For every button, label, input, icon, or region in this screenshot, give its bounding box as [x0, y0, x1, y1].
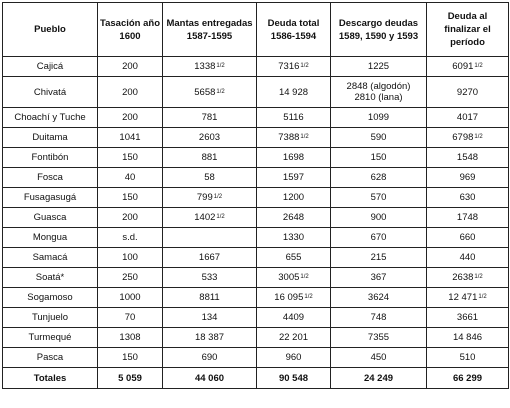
cell-pueblo-value: Guasca [33, 212, 67, 223]
cell-descargo [331, 248, 427, 268]
table-row [3, 228, 509, 248]
cell-deuda-total [257, 348, 331, 368]
cell-pueblo-value: Chivatá [33, 86, 67, 98]
cell-mantas [163, 288, 257, 308]
cell-pueblo [3, 288, 98, 308]
cell-mantas [163, 268, 257, 288]
cell-deuda-final-value: 440 [459, 252, 476, 263]
totals-label: Totales [3, 368, 98, 389]
cell-deuda-final [427, 268, 509, 288]
cell-mantas [163, 208, 257, 228]
cell-descargo-value: 628 [370, 172, 387, 183]
cell-descargo [331, 308, 427, 328]
cell-deuda-total-value: 4409 [282, 312, 305, 323]
cell-mantas [163, 108, 257, 128]
cell-descargo [331, 168, 427, 188]
cell-descargo [331, 128, 427, 148]
cell-mantas-value: 18 387 [194, 332, 225, 343]
cell-pueblo [3, 77, 98, 108]
cell-descargo-value: 3624 [367, 292, 390, 303]
cell-deuda-final-value: 6091 [452, 61, 474, 72]
cell-deuda-total [257, 308, 331, 328]
cell-tasacion-value: 150 [122, 192, 138, 203]
cell-tasacion-value: 150 [122, 152, 138, 163]
header-deuda-final: Deuda al finalizar el período [427, 3, 509, 57]
table-row [3, 148, 509, 168]
cell-pueblo [3, 168, 98, 188]
cell-descargo-value: 1225 [367, 61, 390, 72]
totals-descargo: 24 249 [331, 368, 427, 389]
cell-deuda-total-value: 7388 [278, 132, 300, 143]
cell-deuda-total [257, 248, 331, 268]
cell-deuda-total [257, 228, 331, 248]
cell-tasacion [98, 228, 163, 248]
cell-pueblo [3, 328, 98, 348]
cell-tasacion-value: 250 [122, 272, 138, 283]
cell-tasacion-value: 200 [122, 212, 138, 223]
cell-descargo-value: 7355 [367, 332, 390, 343]
cell-tasacion [98, 188, 163, 208]
cell-tasacion-value: 1000 [119, 292, 141, 303]
cell-deuda-total [257, 268, 331, 288]
cell-deuda-final-value: 1548 [456, 152, 479, 163]
cell-deuda-total-value: 655 [285, 252, 302, 263]
cell-mantas [163, 188, 257, 208]
cell-pueblo-value: Fontibón [31, 152, 69, 163]
cell-deuda-total [257, 108, 331, 128]
cell-mantas [163, 168, 257, 188]
table-row [3, 348, 509, 368]
cell-deuda-total-fraction: 1/2 [304, 294, 313, 300]
totals-deuda: 90 548 [257, 368, 331, 389]
cell-mantas [163, 248, 257, 268]
cell-descargo-value: 900 [370, 212, 387, 223]
cell-deuda-final-value: 1748 [456, 212, 479, 223]
cell-descargo-value: 450 [370, 352, 387, 363]
cell-tasacion-value: 150 [122, 352, 138, 363]
cell-pueblo-value: Pasca [36, 352, 64, 363]
cell-mantas [163, 228, 257, 248]
table-row [3, 77, 509, 108]
cell-deuda-total [257, 128, 331, 148]
cell-mantas-fraction: 1/2 [216, 63, 225, 69]
cell-deuda-total [257, 288, 331, 308]
cell-deuda-final-fraction: 1/2 [474, 63, 483, 69]
header-mantas: Mantas entregadas 1587-1595 [163, 3, 257, 57]
cell-deuda-final [427, 77, 509, 108]
cell-mantas [163, 148, 257, 168]
cell-pueblo-value: Cajicá [36, 61, 64, 72]
cell-deuda-total-value: 22 201 [278, 332, 309, 343]
cell-deuda-total-value: 1698 [282, 152, 305, 163]
table-row [3, 268, 509, 288]
cell-deuda-final-value: 3661 [456, 312, 479, 323]
cell-pueblo [3, 128, 98, 148]
header-deuda-total: Deuda total 1586-1594 [257, 3, 331, 57]
cell-deuda-final-fraction: 1/2 [474, 134, 483, 140]
header-descargo: Descargo deudas 1589, 1590 y 1593 [331, 3, 427, 57]
cell-descargo [331, 288, 427, 308]
cell-tasacion-value: 70 [124, 312, 136, 323]
cell-pueblo [3, 308, 98, 328]
cell-deuda-final [427, 288, 509, 308]
cell-mantas [163, 328, 257, 348]
cell-deuda-total [257, 57, 331, 77]
cell-descargo [331, 328, 427, 348]
cell-deuda-total-fraction: 1/2 [300, 274, 309, 280]
totals-final: 66 299 [427, 368, 509, 389]
cell-descargo-value: 670 [370, 232, 387, 243]
table-row [3, 328, 509, 348]
cell-deuda-final-value: 4017 [456, 112, 479, 123]
cell-descargo-value: 1099 [367, 112, 390, 123]
cell-descargo-value: 215 [370, 252, 387, 263]
cell-deuda-total-value: 1200 [282, 192, 305, 203]
cell-mantas-value: 1667 [198, 252, 221, 263]
cell-deuda-total-value: 16 095 [274, 292, 304, 303]
cell-tasacion-value: 200 [122, 61, 138, 72]
cell-pueblo-value: Turmequé [28, 332, 72, 343]
cell-descargo-value: 150 [370, 152, 387, 163]
cell-tasacion [98, 348, 163, 368]
cell-deuda-final [427, 168, 509, 188]
cell-mantas-value: 781 [201, 112, 218, 123]
cell-descargo-value: 570 [370, 192, 387, 203]
cell-tasacion-value: 200 [122, 112, 138, 123]
cell-mantas-fraction: 1/2 [213, 194, 223, 200]
cell-mantas-value: 8811 [199, 292, 220, 303]
cell-pueblo-value: Fusagasugá [23, 192, 77, 203]
cell-deuda-final-fraction: 1/2 [474, 274, 483, 280]
cell-tasacion-value: 1041 [119, 132, 141, 143]
cell-deuda-total-fraction: 1/2 [300, 134, 309, 140]
cell-mantas-value: 690 [201, 352, 218, 363]
cell-deuda-total [257, 328, 331, 348]
cell-pueblo-value: Soatá* [35, 272, 65, 283]
table-row [3, 57, 509, 77]
cell-descargo [331, 268, 427, 288]
totals-mantas: 44 060 [163, 368, 257, 389]
cell-tasacion-value: 40 [124, 172, 136, 183]
cell-tasacion [98, 77, 163, 108]
cell-pueblo [3, 148, 98, 168]
cell-deuda-final [427, 228, 509, 248]
cell-pueblo-value: Fosca [37, 172, 63, 183]
cell-descargo-value: 367 [370, 272, 387, 283]
cell-mantas [163, 348, 257, 368]
totals-row [3, 368, 509, 389]
cell-deuda-final-value: 510 [459, 352, 476, 363]
header-row [3, 3, 509, 57]
cell-descargo [331, 188, 427, 208]
cell-mantas-fraction: 1/2 [216, 88, 225, 95]
cell-tasacion [98, 288, 163, 308]
cell-deuda-total-value: 2648 [282, 212, 305, 223]
cell-mantas-value: 1402 [194, 212, 216, 223]
cell-pueblo [3, 248, 98, 268]
cell-mantas-value: 533 [201, 272, 218, 283]
cell-tasacion [98, 148, 163, 168]
cell-pueblo [3, 188, 98, 208]
cell-tasacion [98, 108, 163, 128]
cell-deuda-final [427, 128, 509, 148]
cell-deuda-final-value: 12 471 [448, 292, 478, 303]
cell-mantas [163, 57, 257, 77]
cell-pueblo-value: Samacá [32, 252, 68, 263]
cell-deuda-total-value: 960 [285, 352, 302, 363]
cell-descargo-value: 2848 (algodón) [346, 81, 411, 92]
cell-deuda-final [427, 148, 509, 168]
cell-deuda-total [257, 77, 331, 108]
cell-deuda-total-fraction: 1/2 [300, 63, 309, 69]
cell-mantas [163, 308, 257, 328]
header-pueblo: Pueblo [3, 3, 98, 57]
cell-deuda-total [257, 168, 331, 188]
cell-tasacion [98, 168, 163, 188]
cell-pueblo-value: Tunjuelo [31, 312, 69, 323]
table-row [3, 308, 509, 328]
cell-deuda-final [427, 57, 509, 77]
cell-deuda-final-value: 6798 [452, 132, 474, 143]
cell-deuda-final [427, 248, 509, 268]
cell-descargo [331, 77, 427, 108]
cell-tasacion-value: 100 [122, 252, 138, 263]
cell-descargo [331, 348, 427, 368]
cell-deuda-total-value: 5116 [283, 112, 304, 123]
cell-descargo-value: 748 [370, 312, 387, 323]
table-row [3, 108, 509, 128]
cell-mantas-value: 134 [201, 312, 218, 323]
cell-pueblo [3, 228, 98, 248]
table-row [3, 288, 509, 308]
cell-descargo-value: 590 [370, 132, 387, 143]
header-tasacion: Tasación año 1600 [98, 3, 163, 57]
table-row [3, 208, 509, 228]
cell-pueblo [3, 57, 98, 77]
cell-pueblo [3, 348, 98, 368]
cell-pueblo-value: Duitama [32, 132, 68, 143]
cell-deuda-final [427, 308, 509, 328]
table-row [3, 128, 509, 148]
cell-deuda-total [257, 208, 331, 228]
cell-pueblo-value: Sogamoso [27, 292, 73, 303]
cell-tasacion [98, 248, 163, 268]
cell-deuda-final-value: 9270 [456, 86, 479, 98]
cell-tasacion-value: s.d. [122, 232, 138, 243]
cell-tasacion [98, 208, 163, 228]
cell-mantas [163, 128, 257, 148]
cell-descargo-value-2: 2810 (lana) [354, 92, 403, 103]
cell-descargo [331, 57, 427, 77]
cell-tasacion-value: 1308 [119, 332, 141, 343]
cell-deuda-final-value: 14 846 [452, 332, 483, 343]
cell-deuda-total-value: 14 928 [278, 86, 309, 98]
cell-mantas-value: 881 [201, 152, 218, 163]
cell-mantas-value: 2603 [198, 132, 221, 143]
cell-deuda-total-value: 7316 [278, 61, 300, 72]
cell-deuda-final-value: 630 [459, 192, 476, 203]
cell-deuda-final-value: 969 [459, 172, 476, 183]
cell-pueblo [3, 108, 98, 128]
cell-deuda-final [427, 348, 509, 368]
cell-deuda-total [257, 148, 331, 168]
table-row [3, 248, 509, 268]
cell-pueblo [3, 268, 98, 288]
cell-deuda-final [427, 188, 509, 208]
cell-deuda-final [427, 208, 509, 228]
cell-deuda-final-fraction: 1/2 [478, 294, 487, 300]
debt-table [2, 2, 509, 389]
cell-tasacion [98, 57, 163, 77]
cell-deuda-total-value: 1330 [282, 232, 305, 243]
cell-pueblo-value: Choachí y Tuche [14, 112, 86, 123]
table-body [3, 57, 509, 368]
cell-deuda-total [257, 188, 331, 208]
cell-mantas-value: 5658 [194, 86, 216, 98]
cell-mantas-fraction: 1/2 [216, 214, 225, 220]
cell-descargo [331, 208, 427, 228]
cell-descargo [331, 228, 427, 248]
cell-pueblo-value: Mongua [32, 232, 68, 243]
cell-tasacion [98, 308, 163, 328]
cell-tasacion [98, 128, 163, 148]
cell-pueblo [3, 208, 98, 228]
cell-deuda-final-value: 660 [459, 232, 476, 243]
cell-descargo [331, 108, 427, 128]
cell-deuda-total-value: 1597 [282, 172, 305, 183]
cell-deuda-total-value: 3005 [278, 272, 300, 283]
cell-mantas-value: 58 [204, 172, 215, 183]
cell-deuda-final [427, 108, 509, 128]
cell-tasacion [98, 268, 163, 288]
cell-mantas-value: 1338 [194, 61, 216, 72]
cell-mantas [163, 77, 257, 108]
cell-tasacion-value: 200 [122, 86, 138, 98]
cell-descargo [331, 148, 427, 168]
cell-deuda-final [427, 328, 509, 348]
cell-mantas-value: 799 [196, 192, 213, 203]
cell-tasacion [98, 328, 163, 348]
table-row [3, 168, 509, 188]
table-row [3, 188, 509, 208]
cell-deuda-final-value: 2638 [452, 272, 474, 283]
totals-tasacion: 5 059 [98, 368, 163, 389]
